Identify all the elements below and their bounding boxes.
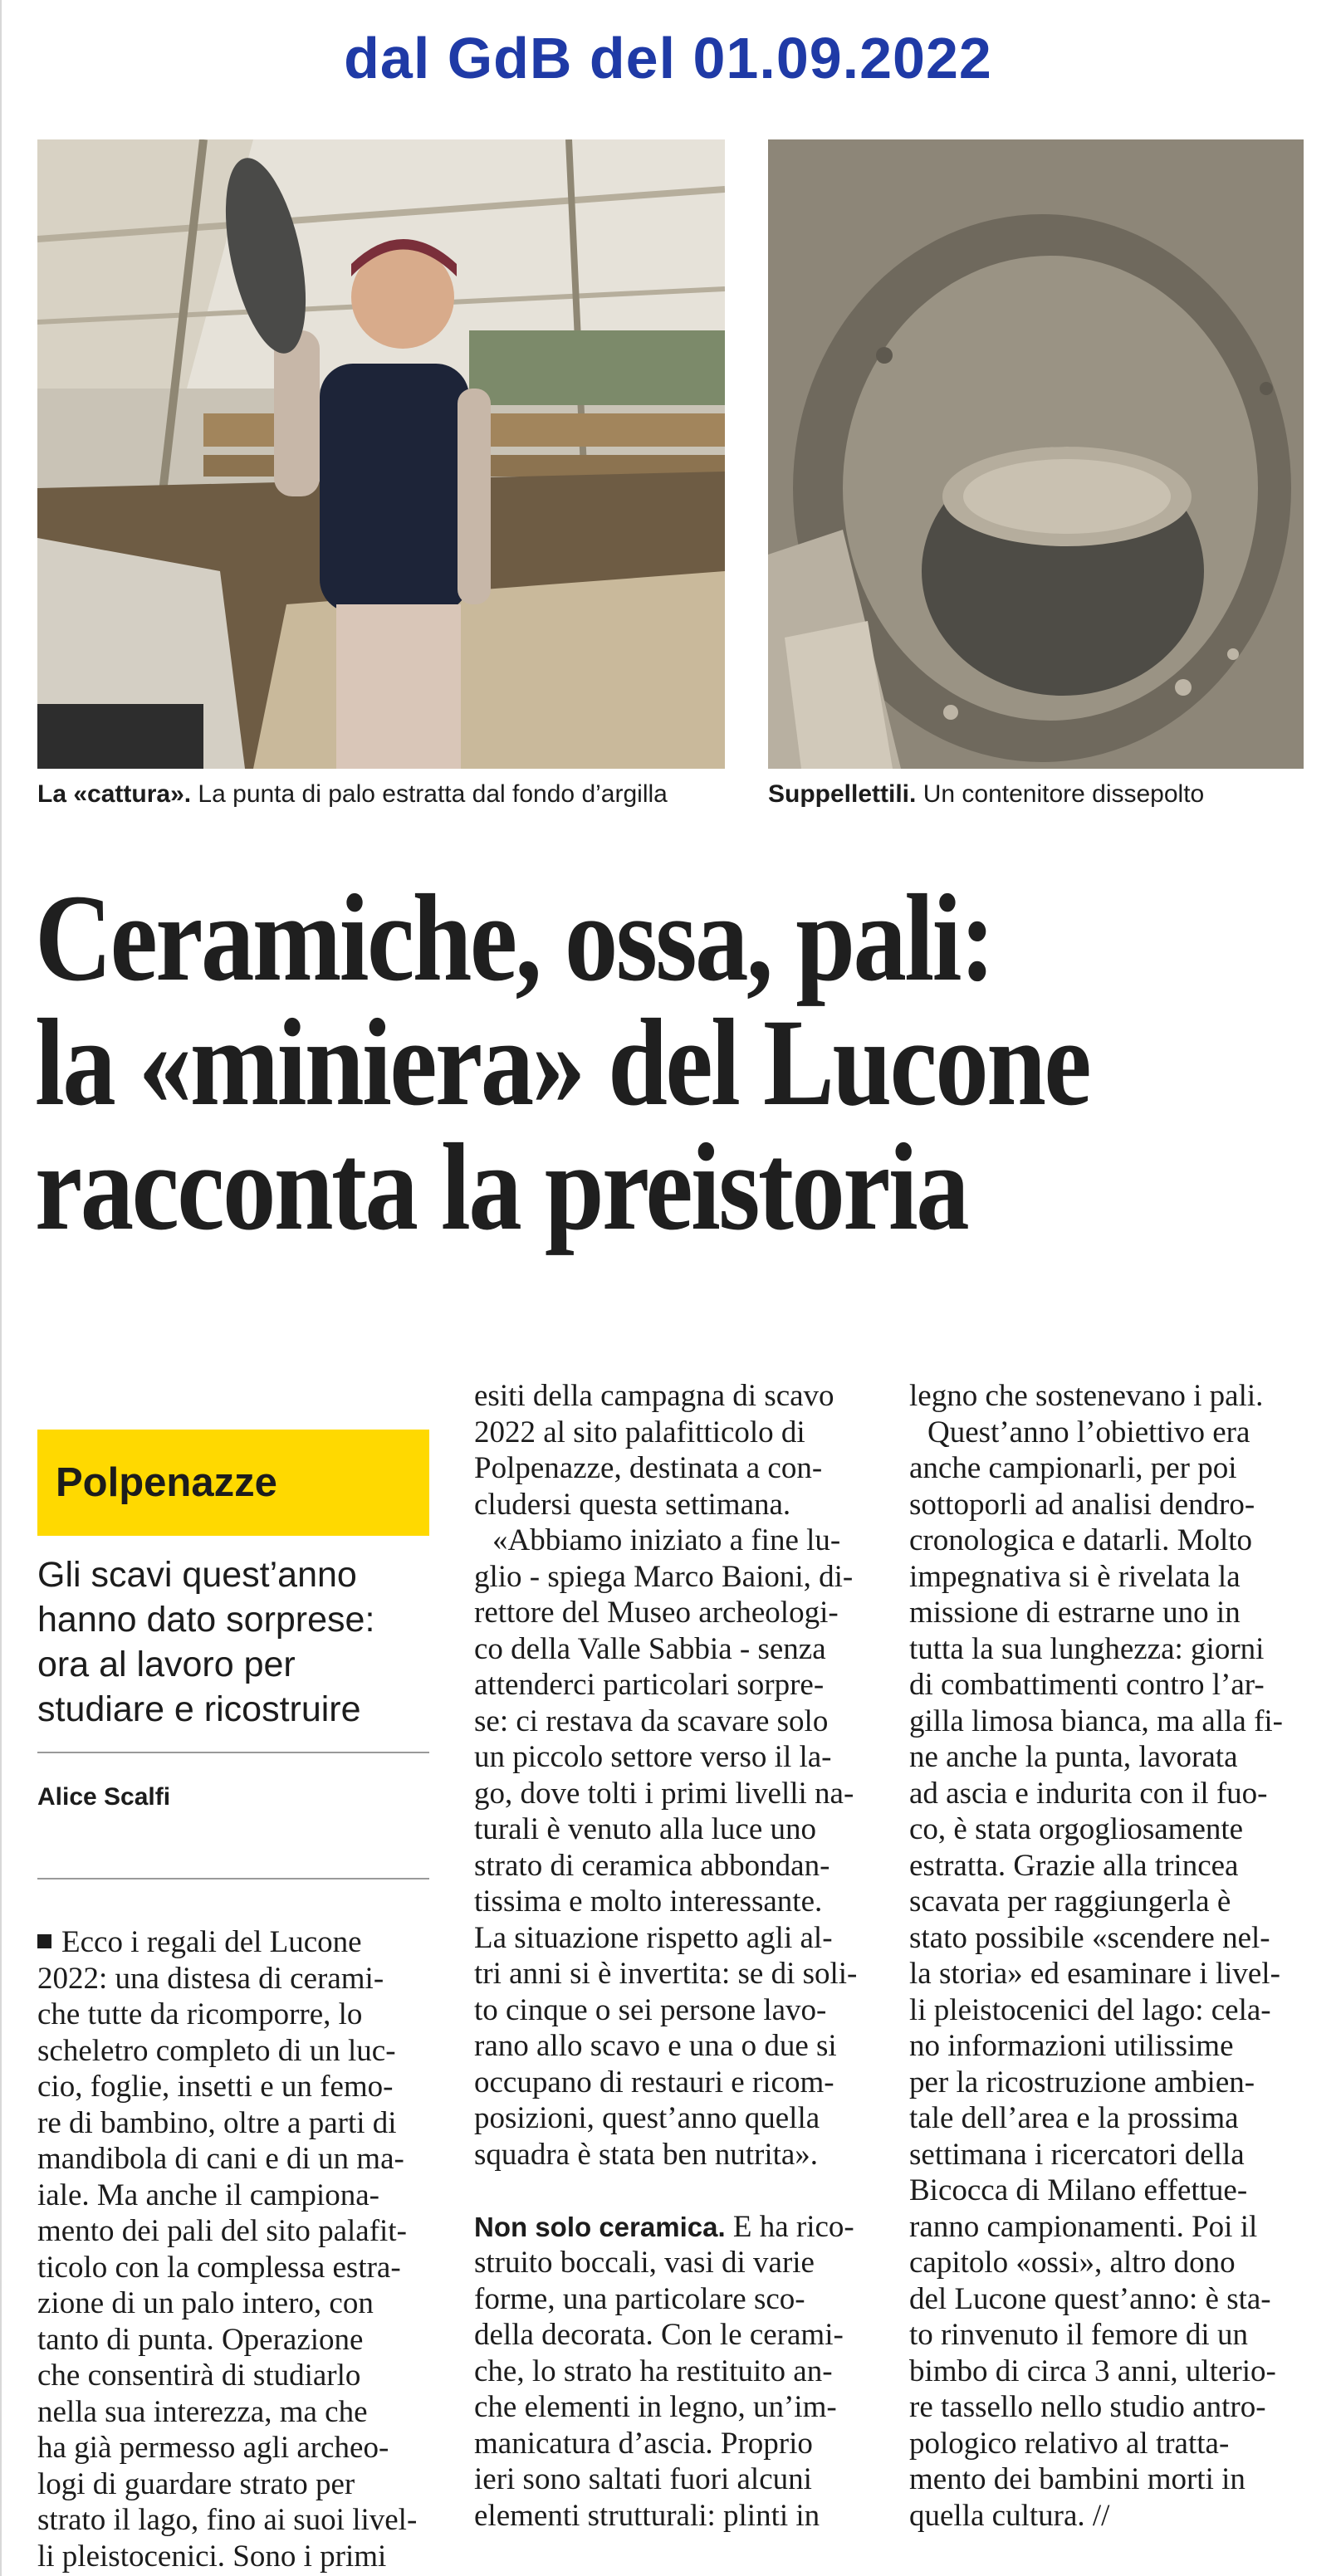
text-line: li pleistocenici. Sono i primi bbox=[37, 2539, 387, 2574]
text-line: legno che sostenevano i pali. bbox=[909, 1379, 1264, 1413]
text-line: attenderci particolari sorpre- bbox=[474, 1668, 825, 1702]
text-line: che tutte da ricomporre, lo bbox=[37, 1997, 363, 2031]
text-line: ne anche la punta, lavorata bbox=[909, 1740, 1238, 1774]
text-line: ticolo con la complessa estra- bbox=[37, 2250, 401, 2285]
text-line: la storia» ed esaminare i livel- bbox=[909, 1957, 1280, 1991]
text-line: mandibola di cani e di un ma- bbox=[37, 2142, 404, 2176]
text-line: 2022 al sito palafitticolo di bbox=[474, 1415, 805, 1449]
text-line: del Lucone quest’anno: è sta- bbox=[909, 2281, 1271, 2316]
text-line: re di bambino, oltre a parti di bbox=[37, 2105, 397, 2140]
caption-bold: La «cattura». bbox=[37, 780, 192, 808]
text-line: un piccolo settore verso il la- bbox=[474, 1740, 832, 1774]
text-line: go, dove tolti i primi livelli na- bbox=[474, 1776, 854, 1811]
article-column-3 bbox=[909, 1378, 1283, 2534]
text-line: nella sua interezza, ma che bbox=[37, 2394, 368, 2429]
subhead-line: hanno dato sorprese: bbox=[37, 1600, 375, 1640]
photo-worker bbox=[37, 139, 725, 769]
text-line: ad ascia e indurita con il fuo- bbox=[909, 1776, 1268, 1811]
text-line: che consentirà di studiarlo bbox=[37, 2358, 361, 2393]
text-line: tri anni si è invertita: se di soli- bbox=[474, 1957, 858, 1991]
text-line: scavata per raggiungerla è bbox=[909, 1884, 1231, 1919]
text-line: zione di un palo intero, con bbox=[37, 2286, 374, 2320]
text-line: impegnativa si è rivelata la bbox=[909, 1559, 1241, 1594]
text-line: ieri sono saltati fuori alcuni bbox=[474, 2462, 812, 2496]
photo-worker-caption bbox=[37, 780, 668, 809]
subhead-line: Gli scavi quest’anno bbox=[37, 1555, 357, 1595]
caption-bold: Suppellettili. bbox=[768, 780, 917, 808]
text-line: strato il lago, fino ai suoi livel- bbox=[37, 2503, 418, 2537]
text-line: Bicocca di Milano effettue- bbox=[909, 2173, 1248, 2207]
text-line: iale. Ma anche il campiona- bbox=[37, 2178, 379, 2212]
text-line: La situazione rispetto agli al- bbox=[474, 1920, 833, 1955]
text-line: manicatura d’ascia. Proprio bbox=[474, 2426, 813, 2461]
text-line: della decorata. Con le cerami- bbox=[474, 2318, 844, 2352]
text-line: no informazioni utilissime bbox=[909, 2029, 1234, 2063]
article-start-square-icon bbox=[37, 1934, 51, 1948]
divider bbox=[37, 1752, 429, 1753]
text-line: li pleistocenici del lago: cela- bbox=[909, 1992, 1271, 2027]
text-line: quella cultura. // bbox=[909, 2498, 1110, 2533]
text-line: cludersi questa settimana. bbox=[474, 1487, 791, 1522]
text-line: cio, foglie, insetti e un femo- bbox=[37, 2070, 394, 2104]
article-column-1 bbox=[37, 1924, 417, 2574]
text-line: to cinque o sei persone lavo- bbox=[474, 1992, 827, 2027]
text-line: che elementi in legno, un’im- bbox=[474, 2390, 837, 2424]
text-line: Polpenazze, destinata a con- bbox=[474, 1451, 823, 1485]
location-kicker bbox=[37, 1430, 429, 1536]
text-line: bimbo di circa 3 anni, ulterio- bbox=[909, 2354, 1276, 2388]
text-line: turali è venuto alla luce uno bbox=[474, 1812, 816, 1846]
text-line: «Abbiamo iniziato a fine lu- bbox=[492, 1523, 841, 1557]
article-column-2 bbox=[474, 1378, 857, 2534]
text-line: to rinvenuto il femore di un bbox=[909, 2318, 1248, 2352]
author-byline: Alice Scalfi bbox=[37, 1783, 171, 1811]
text-line: cronologica e datarli. Molto bbox=[909, 1523, 1253, 1557]
text-line: mento dei pali del sito palafit- bbox=[37, 2214, 407, 2248]
text-line: co della Valle Sabbia - senza bbox=[474, 1631, 826, 1666]
text-line: re tassello nello studio antro- bbox=[909, 2390, 1266, 2424]
text-line: co, è stata orgogliosamente bbox=[909, 1812, 1244, 1846]
text-line: missione di estrarne uno in bbox=[909, 1596, 1241, 1630]
text-line: posizioni, quest’anno quella bbox=[474, 2101, 820, 2135]
photo-pot-caption bbox=[768, 780, 1204, 809]
subheadline bbox=[37, 1552, 436, 1732]
text-line: esiti della campagna di scavo bbox=[474, 1379, 834, 1413]
text-line: ha già permesso agli archeo- bbox=[37, 2431, 389, 2465]
text-line: Quest’anno l’obiettivo era bbox=[927, 1415, 1250, 1449]
text-line: tanto di punta. Operazione bbox=[37, 2322, 364, 2357]
subhead-line: studiare e ricostruire bbox=[37, 1689, 361, 1729]
text-line: settimana i ricercatori della bbox=[909, 2137, 1245, 2172]
text-line: mento dei bambini morti in bbox=[909, 2462, 1245, 2496]
text-line: squadra è stata ben nutrita». bbox=[474, 2137, 819, 2172]
text-line: di combattimenti contro l’ar- bbox=[909, 1668, 1265, 1702]
text-line: scheletro completo di un luc- bbox=[37, 2033, 396, 2068]
caption-text: Un contenitore dissepolto bbox=[916, 780, 1205, 808]
text-line: struito boccali, vasi di varie bbox=[474, 2246, 815, 2280]
text-line: tale dell’area e la prossima bbox=[909, 2101, 1239, 2135]
headline-line: Ceramiche, ossa, pali: bbox=[35, 869, 994, 1007]
headline bbox=[35, 869, 1134, 1256]
text-line: capitolo «ossi», altro dono bbox=[909, 2246, 1236, 2280]
page-edge bbox=[0, 0, 2, 2576]
text-line: tutta la sua lunghezza: giorni bbox=[909, 1631, 1265, 1666]
kicker-label: Polpenazze bbox=[56, 1460, 277, 1505]
text-line: 2022: una distesa di cerami- bbox=[37, 1961, 384, 1996]
subhead-line: ora al lavoro per bbox=[37, 1645, 296, 1684]
text-line: per la ricostruzione ambien- bbox=[909, 2065, 1255, 2099]
section-subhead: Non solo ceramica. bbox=[474, 2211, 726, 2242]
headline-line: racconta la preistoria bbox=[35, 1118, 968, 1256]
text-line: estratta. Grazie alla trincea bbox=[909, 1848, 1239, 1883]
text-line: glio - spiega Marco Baioni, di- bbox=[474, 1559, 854, 1594]
text-line: occupano di restauri e ricom- bbox=[474, 2065, 834, 2099]
text-line: stato possibile «scendere nel- bbox=[909, 1920, 1270, 1955]
text-line: logi di guardare strato per bbox=[37, 2466, 355, 2501]
text-line: strato di ceramica abbondan- bbox=[474, 1848, 830, 1883]
text-line: pologico relativo al tratta- bbox=[909, 2426, 1230, 2461]
text-line: ranno campionamenti. Poi il bbox=[909, 2209, 1258, 2244]
caption-text: La punta di palo estratta dal fondo d’argilla bbox=[191, 780, 668, 808]
text-line: rettore del Museo archeologi- bbox=[474, 1596, 839, 1630]
source-banner: dal GdB del 01.09.2022 bbox=[344, 26, 992, 90]
text-line: elementi strutturali: plinti in bbox=[474, 2498, 820, 2533]
text-line: E ha rico- bbox=[725, 2209, 854, 2244]
text-line: anche campionarli, per poi bbox=[909, 1451, 1237, 1485]
text-line: gilla limosa bianca, ma alla fi- bbox=[909, 1703, 1283, 1738]
text-line: Ecco i regali del Lucone bbox=[61, 1925, 362, 1959]
photo-pot bbox=[768, 139, 1304, 769]
text-line: forme, una particolare sco- bbox=[474, 2281, 805, 2316]
divider bbox=[37, 1878, 429, 1879]
text-line: sottoporli ad analisi dendro- bbox=[909, 1487, 1255, 1522]
headline-line: la «miniera» del Lucone bbox=[35, 994, 1090, 1132]
text-line: se: ci restava da scavare solo bbox=[474, 1703, 829, 1738]
text-line: tissima e molto interessante. bbox=[474, 1884, 823, 1919]
text-line: rano allo scavo e una o due si bbox=[474, 2029, 837, 2063]
text-line: che, lo strato ha restituito an- bbox=[474, 2354, 833, 2388]
